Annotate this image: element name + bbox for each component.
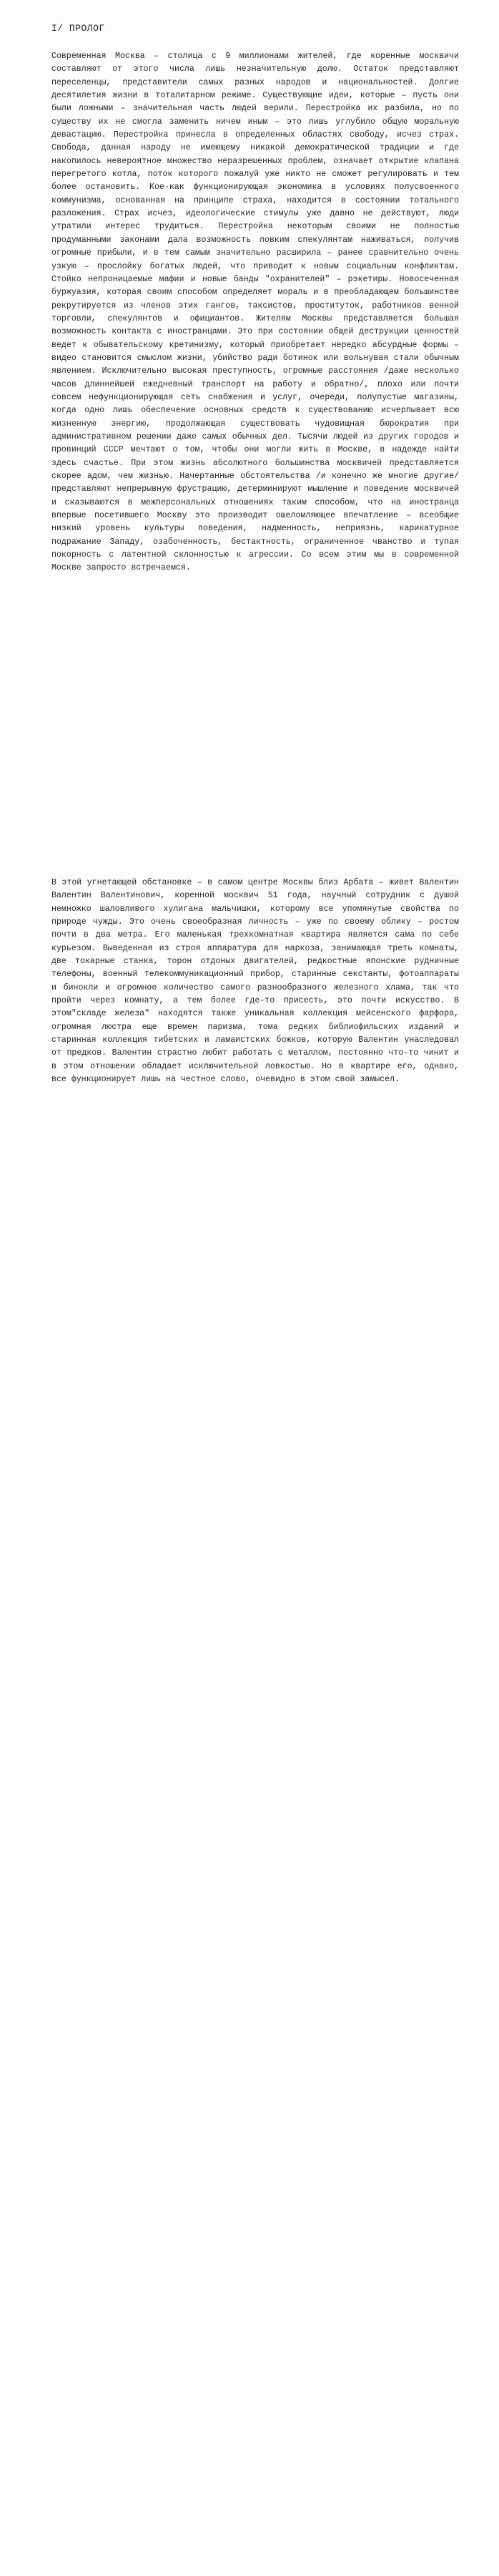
chapter-heading: I/ ПРОЛОГ [51, 23, 105, 34]
paragraph-2: В этой угнетающей обстановке – в самом центре Москвы близ Арбата – живет Валентин Валентин Валентинович, коренной москвич 51 года, научный сотрудник с душой немножко шаловливого хулигана мальчишки, которому все упомянутые свойства по природе чужды. Это очень своеобразная личность – уже по своему облику – ростом почти в два метра. Его маленькая трехкомнатная квартира является сама по себе курьезом. Выведенная из строя аппаратура для наркоза, занимающая треть комнаты, две токарные станка, торон отдоных двигателей, редкостные японские рудничные телефоны, военный телекоммуникационный прибор, старинные секстанты, фотоаппараты и бинокли и огромное количество самого разнообразного железного хлама, так что пройти через комнату, а тем более где-то присесть, это почти искусство. В этом"складе железа" находятся также уникальная коллекция мейсенского фарфора, огромная люстра еще времен паризма, тома редких библиофильских изданий и старинная коллекция тибетских и ламаистских божков, которую Валентин унаследовал от предков. Валентин страстно любит работать с металлом, постоянно что-то чинит и в этом отношении обладает исключительной ловкостью. Но в квартире его, однако, все функционирует лишь на честное слово, очевидно в этом свой замысел. [51, 878, 459, 1085]
paragraph-1: Современная Москва – столица с 9 миллионами жителей, где коренные москвичи составляют от этого числа лишь незначительную долю. Остаток представляют переселенцы, представители самых разных народов и национальностей. Долгие десятилетия жизни в тоталитарном режиме. Существующие идеи, которые – пусть они были ложными – значительная часть людей верили. Перестройка их разбила, но по существу их не смогла заменить ничем иным – это лишь углубило общую моральную девастацию. Перестройка принесла в определенных областях свободу, исчез страх. Свобода, данная народу не имеющему никакой демократической традиции и где накопилось невероятное множество неразрешенных проблем, означает открытие клапана перегретого котла, поток которого пожалуй уже никто не сможет регулировать и тем более остановить. Кое-как функционирующая экономика в условиях полусвоенного коммунизма, основанная на принципе страха, находится в состоянии тотального разложения. Страх исчез, идеологические стимулы уже давно не действуют, люди утратили интерес трудиться. Перестройка некоторым своими не полностью продуманными законами дала возможность ловким спекулянтам наживаться, получив огромные прибыли, и в тем самым значительно расширила – ранее сравнительно очень узкую – прослойку богатых людей, что приводит к новым социальным конфликтам. Стойко непроницаемые мафии и новые банды "охранителей" – рэкетиры. Новосеченная буржуазия, которая своим способом определяет мораль и в преобладающем большинстве рекрутируется из членов этих гангов, таксистов, проституток, работников венной торговли, спекулянтов и официантов. Жителям Москвы представляется большая возможность контакта с иностранцами. Это при состоянии общей деструкции ценностей ведет к обывательскому кретинизму, который приобретает нередко абсурдные формы – видео становится смыслом жизни, убийство ради ботинок или вольнувая стали обычным явлением. Исключительно высокая преступность, огромные расстояния /даже несколько часов длиннейшей ежедневный транспорт на работу и обратно/, плохо или почти совсем нефункционирующая сеть снабжения и услуг, очереди, полупустые магазины, когда одно лишь обеспечение основных средств к существованию исчерпывает всю жизненную энергию, продолжающая существовать чудовищная бюрократия при административном решении даже самых обычных дел. Тысячи людей из других городов и провинций СССР мечтают о том, чтобы они могли жить в Москве, в надежде найти здесь счастье. При этом жизнь абсолютного большинства москвичей представляется скорее адом, чем жизнью. Начертанные обстоятельства /и конечно же многие другие/ представляют непрерывную фрустрацию, детерминируют мышление и поведение москвичей и сказываются в межперсональных отношениях таким способом, что на иностранца впервые посетившего Москву это производит ошеломляющее впечатление – всеобщие низкий уровень культуры поведения, надменность, неприязнь, карикатурное подражание Западу, озабоченность, бестактность, ограниченное чванство и тупая покорность с латентной склонностью к агрессии. Со всем этим мы в современной Москве запросто встречаемся. [51, 52, 459, 573]
